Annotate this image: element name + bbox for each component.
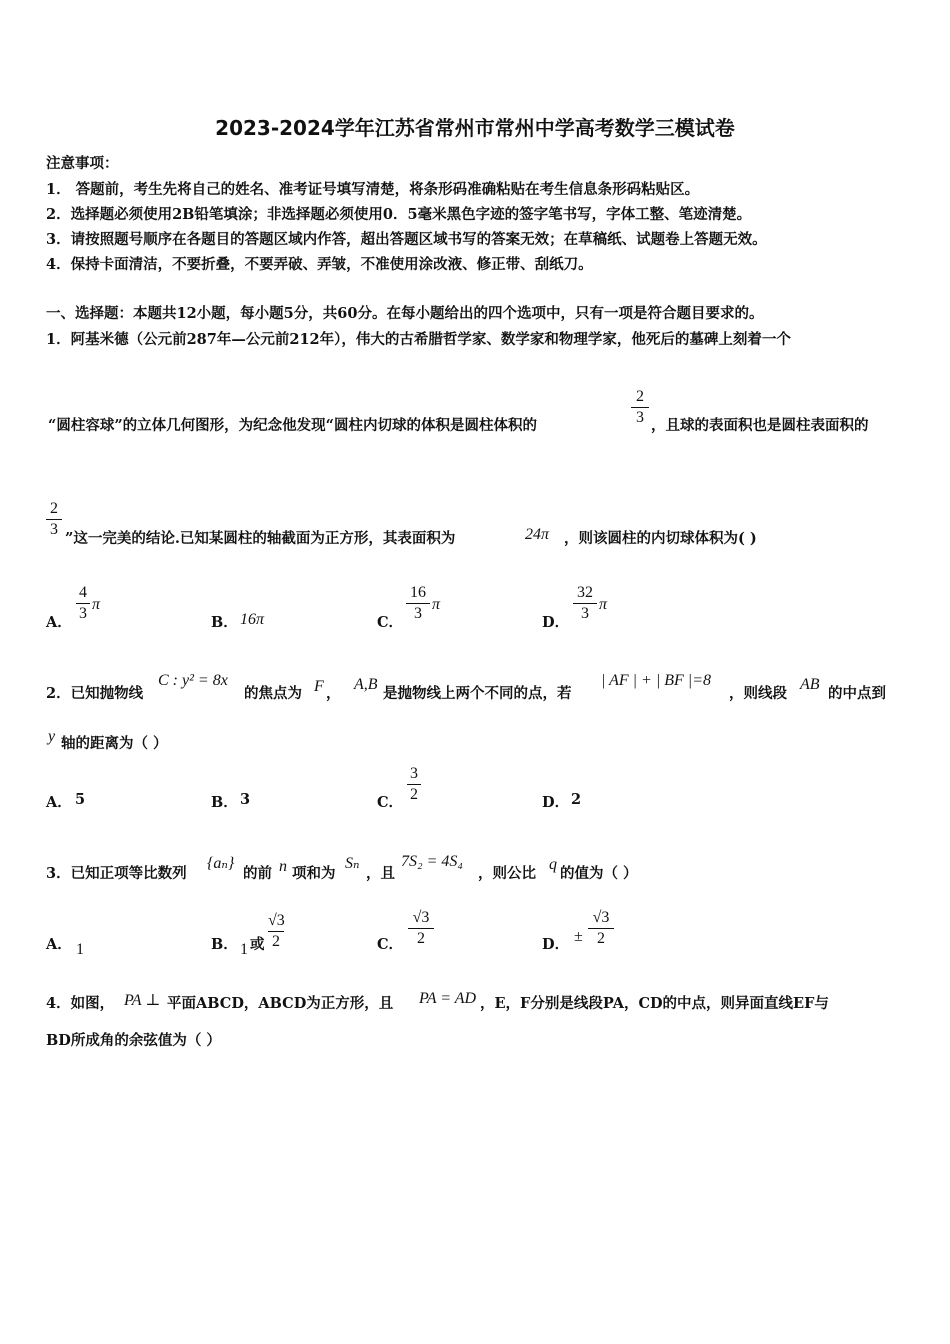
fraction: 16 3 bbox=[406, 584, 430, 623]
question-1-line1: 1．阿基米德（公元前287年—公元前212年），伟大的古希腊哲学家、数学家和物理学家，他死后的墓碑上刻着一个 bbox=[46, 331, 791, 348]
option-label: B． bbox=[211, 614, 238, 631]
math-expr: n bbox=[279, 858, 287, 875]
question-3-text: ，则公比 bbox=[478, 865, 536, 882]
math-expr: π bbox=[432, 596, 441, 613]
question-2-text: 的焦点为 bbox=[244, 685, 302, 702]
section-heading: 一、选择题：本题共12小题，每小题5分，共60分。在每小题给出的四个选项中，只有一项是符合题目要求的。 bbox=[46, 305, 764, 322]
fraction: √3 2 bbox=[588, 909, 614, 948]
option-label: B． bbox=[211, 794, 238, 811]
math-expr: PA = AD bbox=[419, 990, 477, 1007]
option-label: A． bbox=[46, 794, 72, 811]
question-2-text: 的中点到 bbox=[828, 685, 886, 702]
question-3-text: 的值为（ ） bbox=[560, 865, 638, 882]
fraction: 4 3 bbox=[76, 584, 90, 623]
option-value: 5 bbox=[75, 791, 86, 808]
fraction: 32 3 bbox=[573, 584, 597, 623]
option-label: B． bbox=[211, 936, 238, 953]
option-label: D． bbox=[542, 614, 570, 631]
question-3-text: ，且 bbox=[366, 865, 395, 882]
option-label: C． bbox=[377, 936, 404, 953]
note-item: 2．选择题必须使用2B铅笔填涂；非选择题必须使用0．5毫米黑色字迹的签字笔书写，字体工整、笔迹清楚。 bbox=[46, 206, 752, 223]
question-4-text: BD所成角的余弦值为（ ） bbox=[46, 1032, 221, 1049]
math-expr: π bbox=[599, 596, 608, 613]
question-3-text: 项和为 bbox=[292, 865, 336, 882]
math-expr: A,B bbox=[354, 676, 378, 693]
option-value: ± bbox=[574, 928, 583, 945]
question-3-text: 的前 bbox=[243, 865, 272, 882]
math-expr: y bbox=[48, 728, 56, 745]
option-label: D． bbox=[542, 936, 570, 953]
math-expr: π bbox=[92, 596, 101, 613]
option-label: A． bbox=[46, 936, 72, 953]
question-2-text: ， bbox=[326, 685, 341, 702]
fraction: 3 2 bbox=[407, 765, 421, 804]
question-2-text: ，则线段 bbox=[729, 685, 787, 702]
option-value: 1 bbox=[240, 941, 248, 958]
math-expr: Sₙ bbox=[345, 855, 360, 872]
question-3-prefix: 3．已知正项等比数列 bbox=[46, 865, 187, 882]
question-1-line3a: ”这一完美的结论.已知某圆柱的轴截面为正方形，其表面积为 bbox=[65, 530, 456, 547]
notes-heading: 注意事项： bbox=[46, 155, 119, 172]
question-1-line2b: ，且球的表面积也是圆柱表面积的 bbox=[651, 417, 869, 434]
option-value: 3 bbox=[240, 791, 251, 808]
option-label: C． bbox=[377, 614, 404, 631]
math-expr: PA ⊥ bbox=[124, 992, 161, 1009]
option-value: 2 bbox=[571, 791, 582, 808]
question-4-text: 4．如图， bbox=[46, 995, 115, 1012]
note-item: 1． 答题前，考生先将自己的姓名、准考证号填写清楚，将条形码准确粘贴在考生信息条形码粘贴区。 bbox=[46, 181, 700, 198]
option-label: A． bbox=[46, 614, 72, 631]
question-4-text: 平面ABCD，ABCD为正方形，且 bbox=[167, 995, 394, 1012]
math-expr: C : y² = 8x bbox=[158, 672, 228, 689]
option-or: 或 bbox=[250, 936, 265, 953]
option-label: C． bbox=[377, 794, 404, 811]
math-expr: F bbox=[314, 678, 324, 695]
math-expr: AB bbox=[800, 676, 820, 693]
math-expr: | AF | + | BF |=8 bbox=[601, 672, 711, 689]
question-2-prefix: 2．已知抛物线 bbox=[46, 685, 144, 702]
note-item: 4．保持卡面清洁，不要折叠，不要弄破、弄皱，不准使用涂改液、修正带、刮纸刀。 bbox=[46, 256, 593, 273]
note-item: 3．请按照题号顺序在各题目的答题区域内作答，超出答题区域书写的答案无效；在草稿纸、试题卷上答题无效。 bbox=[46, 231, 767, 248]
fraction: √3 2 bbox=[408, 909, 434, 948]
math-expr: 24π bbox=[525, 526, 550, 543]
option-label: D． bbox=[542, 794, 570, 811]
math-expr: {aₙ} bbox=[207, 855, 235, 872]
option-value: 1 bbox=[76, 941, 84, 958]
math-expr: 16π bbox=[240, 611, 265, 628]
question-1-line2a: “圆柱容球”的立体几何图形，为纪念他发现“圆柱内切球的体积是圆柱体积的 bbox=[48, 417, 538, 434]
math-expr: 7S₂ = 4S₄ bbox=[401, 853, 463, 870]
fraction: 2 3 bbox=[631, 388, 649, 427]
question-1-line3b: ，则该圆柱的内切球体积为( ) bbox=[564, 530, 757, 547]
question-2-text: 轴的距离为（ ） bbox=[61, 735, 168, 752]
question-4-text: ，E，F分别是线段PA，CD的中点，则异面直线EF与 bbox=[480, 995, 829, 1012]
math-expr: q bbox=[549, 856, 557, 873]
question-2-text: 是抛物线上两个不同的点，若 bbox=[383, 685, 572, 702]
fraction: 2 3 bbox=[46, 500, 62, 539]
page-title: 2023-2024学年江苏省常州市常州中学高考数学三模试卷 bbox=[215, 116, 735, 140]
fraction: √3 2 bbox=[268, 912, 285, 950]
